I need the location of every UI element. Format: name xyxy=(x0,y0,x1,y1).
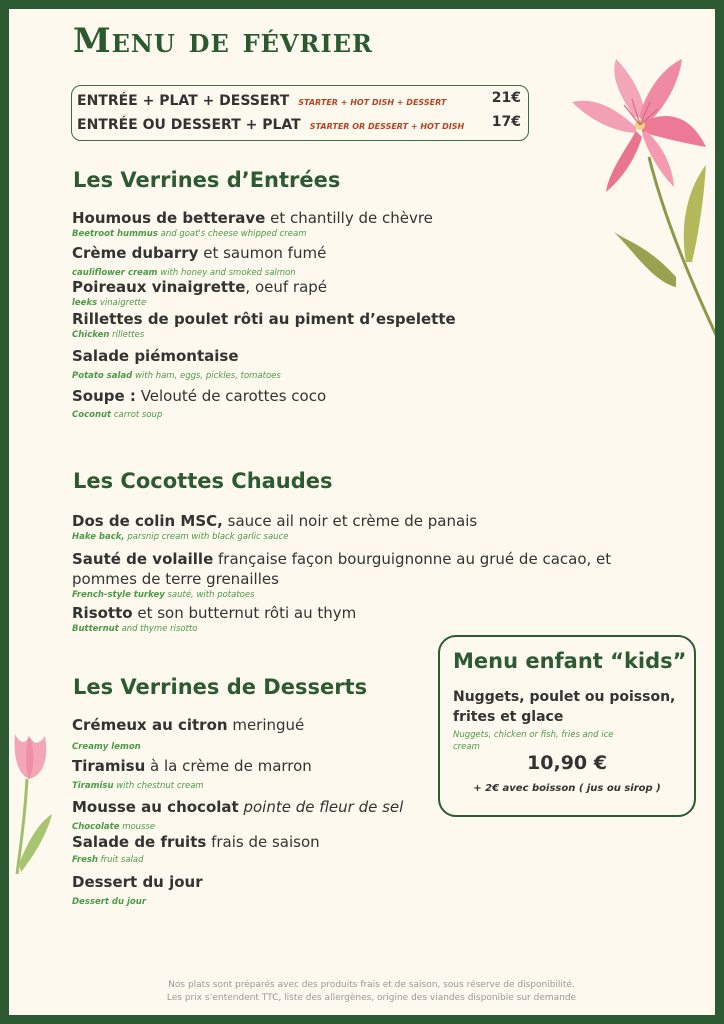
formula-price: 21€ xyxy=(491,90,521,106)
item-name: Risotto xyxy=(72,604,133,622)
item-desc: et chantilly de chèvre xyxy=(265,209,433,227)
item-desc: meringué xyxy=(227,716,305,734)
item-desc: et son butternut rôti au thym xyxy=(132,604,357,622)
menu-item xyxy=(72,511,612,543)
item-name: Crème dubarry xyxy=(72,244,199,262)
item-desc: à la crème de marron xyxy=(145,757,312,775)
item-en-desc: vinaigrette xyxy=(97,298,147,308)
section-title-entrees: Les Verrines d’Entrées xyxy=(73,168,341,192)
item-desc: , oeuf rapé xyxy=(245,278,328,296)
item-en-desc: mousse xyxy=(119,822,156,832)
menu-item xyxy=(72,346,612,382)
item-desc: frais de saison xyxy=(206,833,320,851)
item-en-desc: parsnip cream with black garlic sauce xyxy=(124,532,289,542)
menu-item xyxy=(72,872,612,908)
item-en-desc: with chestnut cream xyxy=(113,781,204,791)
kids-price: 10,90 € xyxy=(527,752,607,774)
item-en-desc: with honey and smoked salmon xyxy=(157,268,296,278)
item-name: Houmous de betterave xyxy=(72,209,266,227)
menu-item xyxy=(72,277,612,309)
formula-label: ENTRÉE + PLAT + DESSERT xyxy=(77,93,290,109)
item-en-name: Chicken xyxy=(72,330,110,340)
section-title-plats: Les Cocottes Chaudes xyxy=(73,469,333,493)
menu-item xyxy=(72,832,612,866)
item-name: Tiramisu xyxy=(72,757,146,775)
menu-item xyxy=(72,309,612,341)
item-name: Dos de colin MSC, xyxy=(72,512,223,530)
menu-item xyxy=(72,243,612,279)
kids-drink-option: + 2€ avec boisson ( jus ou sirop ) xyxy=(473,783,661,794)
footer-note xyxy=(99,979,644,1005)
item-name: Mousse au chocolat xyxy=(72,798,239,816)
section-title-desserts: Les Verrines de Desserts xyxy=(73,675,368,699)
menu-item xyxy=(72,208,612,240)
item-en-name: Hake back, xyxy=(72,532,125,542)
item-en-name: French-style turkey xyxy=(72,590,165,600)
menu-page xyxy=(9,9,715,1015)
item-desc: et saumon fumé xyxy=(198,244,327,262)
item-desc: Velouté de carottes coco xyxy=(135,387,327,405)
item-name: Dessert du jour xyxy=(72,873,203,891)
kids-dish: Nuggets, poulet ou poisson, frites et glace xyxy=(453,689,676,725)
formula-label: ENTRÉE OU DESSERT + PLAT xyxy=(77,117,301,133)
formula-label-en: STARTER + HOT DISH + DESSERT xyxy=(298,98,447,107)
kids-menu-box xyxy=(438,635,696,817)
kids-dish-en: Nuggets, chicken or fish, fries and ice cream xyxy=(453,730,614,752)
menu-title: Menu de février xyxy=(73,21,373,61)
footer-line: Nos plats sont préparés avec des produits frais et de saison, sous réserve de disponibilité. xyxy=(168,980,575,990)
item-en-name: Beetroot hummus xyxy=(72,229,158,239)
item-en-desc: rillettes xyxy=(109,330,145,340)
kids-title: Menu enfant “kids” xyxy=(453,649,687,673)
tulip-flower-icon xyxy=(9,724,57,874)
item-en-name: Tiramisu xyxy=(72,781,114,791)
item-name: Sauté de volaille xyxy=(72,550,214,568)
item-en-name: Fresh xyxy=(72,855,98,865)
item-desc: sauce ail noir et crème de panais xyxy=(222,512,478,530)
formula-box xyxy=(71,85,529,141)
item-en-desc: fruit salad xyxy=(97,855,144,865)
formula-row xyxy=(77,114,521,136)
item-en-desc: and thyme risotto xyxy=(118,624,198,634)
item-en-name: Creamy lemon xyxy=(72,742,141,752)
formula-row xyxy=(77,90,521,112)
formula-price: 17€ xyxy=(491,114,521,130)
footer-line: Les prix s’entendent TTC, liste des allergènes, origine des viandes disponible sur demande xyxy=(166,993,577,1003)
item-en-desc: carrot soup xyxy=(111,410,163,420)
lily-flower-icon xyxy=(554,47,715,347)
item-name: Rillettes de poulet rôti au piment d’espelette xyxy=(72,310,456,328)
item-en-name: Chocolate xyxy=(72,822,120,832)
item-en-name: Potato salad xyxy=(72,371,133,381)
menu-item xyxy=(72,549,612,601)
item-en-name: cauliflower cream xyxy=(72,268,158,278)
item-en-name: Coconut xyxy=(72,410,112,420)
menu-item xyxy=(72,386,612,421)
item-en-name: Dessert du jour xyxy=(72,897,147,907)
item-desc: française façon bourguignonne au grué de cacao, et pommes de terre grenailles xyxy=(72,550,612,588)
item-en-name: Butternut xyxy=(72,624,119,634)
item-en-desc: and goat's cheese whipped cream xyxy=(157,229,307,239)
menu-item xyxy=(72,603,612,635)
item-en-desc: with ham, eggs, pickles, tomatoes xyxy=(132,371,281,381)
item-en-desc: sauté, with potatoes xyxy=(164,590,255,600)
item-name: Crémeux au citron xyxy=(72,716,228,734)
item-en-name: leeks xyxy=(72,298,98,308)
item-name: Soupe : xyxy=(72,387,136,405)
item-desc: pointe de fleur de sel xyxy=(238,798,404,816)
item-name: Poireaux vinaigrette xyxy=(72,278,246,296)
item-name: Salade de fruits xyxy=(72,833,207,851)
formula-label-en: STARTER OR DESSERT + HOT DISH xyxy=(309,122,465,131)
item-name: Salade piémontaise xyxy=(72,347,239,365)
